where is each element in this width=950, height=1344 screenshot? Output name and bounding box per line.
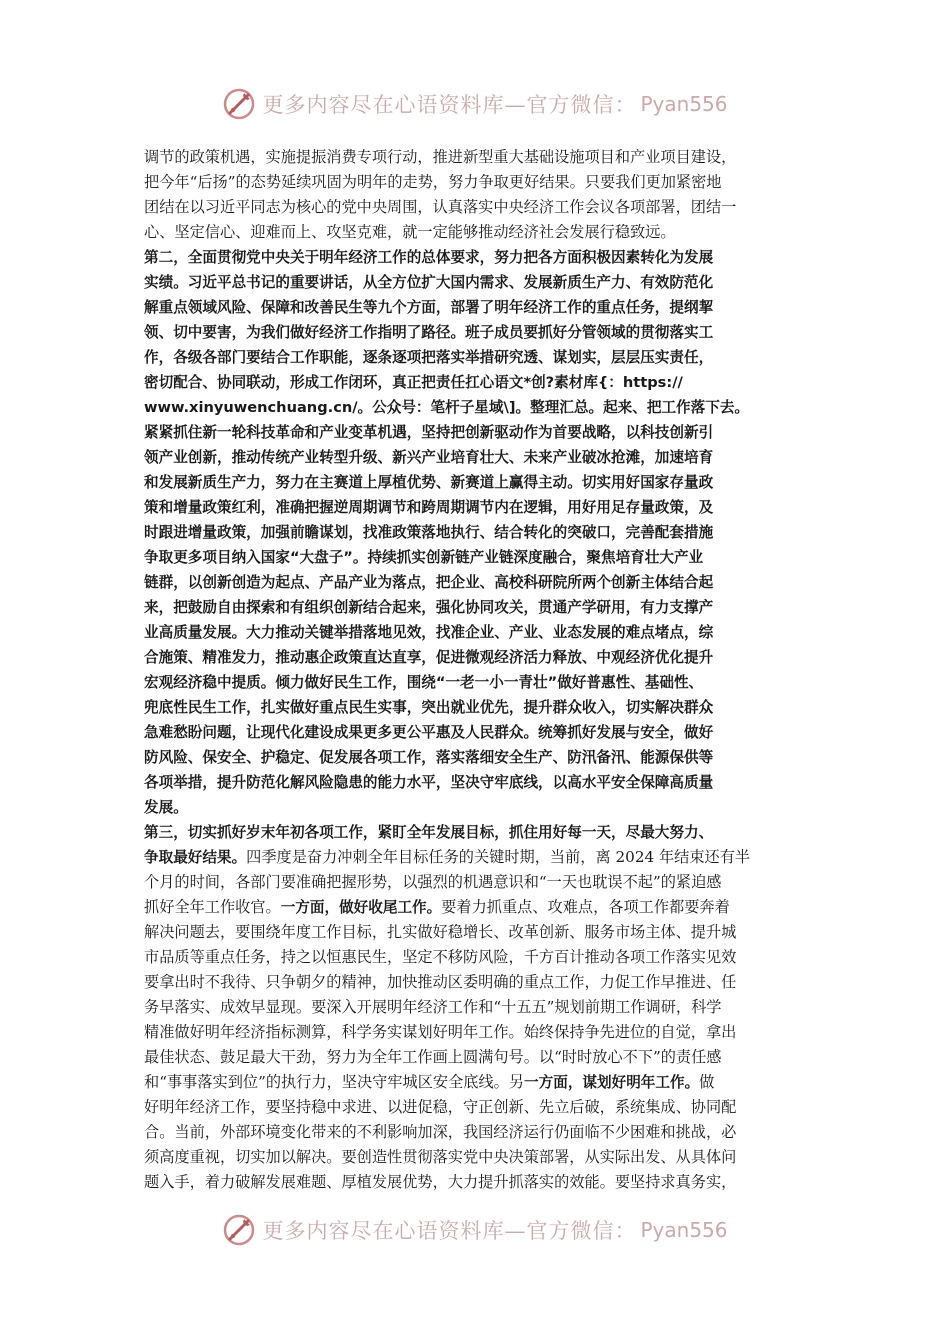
text-line: www.xinyuwenchuang.cn/。公众号：笔杆子星域\]。整理汇总。起来、把工作落下去。 — [144, 399, 750, 416]
text-line: 须高度重视，切实加以解决。要创造性贯彻落实党中央决策部署，从实际出发、从具体问 — [144, 1148, 737, 1166]
text-line: 题入手，着力破解发展难题、厚植发展优势，大力提升抓落实的效能。要坚持求真务实， — [144, 1173, 737, 1191]
document-body — [144, 145, 812, 1195]
watermark-text: 更多内容尽在心语资料库—官方微信： — [262, 93, 637, 117]
text-run: 四季度是奋力冲刺全年目标任务的关键时期，当前，离 2024 年结束还有半 — [246, 848, 751, 866]
text-run: 要着力抓重点、攻难点，各项工作都要奔着 — [441, 898, 730, 916]
text-line: 合施策、精准发力，推动惠企政策直达直享，促进微观经济活力释放、中观经济优化提升 — [144, 649, 714, 666]
watermark-text: 更多内容尽在心语资料库—官方微信： — [262, 1219, 637, 1243]
text-line: 领产业创新，推动传统产业转型升级、新兴产业培育壮大、未来产业破冰抢滩，加速培育 — [144, 449, 714, 466]
text-line: 各项举措，提升防范化解风险隐患的能力水平，坚决守牢底线，以高水平安全保障高质量 — [144, 774, 714, 791]
text-line: 解决问题去，要围绕年度工作目标，扎实做好稳增长、改革创新、服务市场主体、提升城 — [144, 923, 737, 941]
text-line: 急难愁盼问题，让现代化建设成果更多更公平惠及人民群众。统筹抓好发展与安全，做好 — [144, 724, 714, 741]
text-line: 宏观经济稳中提质。倾力做好民生工作，围绕“一老一小一青壮”做好普惠性、基础性、 — [144, 674, 704, 691]
text-line: 策和增量政策红利，准确把握逆周期调节和跨周期调节内在逻辑，用好用足存量政策，及 — [144, 499, 714, 516]
text-line: 业高质量发展。大力推动关键举措落地见效，找准企业、产业、业态发展的难点堵点，综 — [144, 624, 714, 641]
text-line: 实绩。习近平总书记的重要讲话，从全方位扩大国内需求、发展新质生产力、有效防范化 — [144, 274, 714, 291]
text-line: 链群，以创新创造为起点、产品产业为落点，把企业、高校科研院所两个创新主体结合起 — [144, 574, 714, 591]
text-run: 和“事事落实到位”的执行力，坚决守牢城区安全底线。另 — [144, 1073, 525, 1091]
text-line: 个月的时间，各部门要准确把握形势，以强烈的机遇意识和“一天也耽误不起”的紧迫感 — [144, 873, 722, 891]
text-line: 第二，全面贯彻党中央关于明年经济工作的总体要求，努力把各方面积极因素转化为发展 — [144, 249, 714, 266]
text-line: 要拿出时不我待、只争朝夕的精神，加快推动区委明确的重点工作，力促工作早推进、任 — [144, 973, 737, 991]
text-line — [144, 1070, 812, 1095]
text-line: 和发展新质生产力，努力在主赛道上厚植优势、新赛道上赢得主动。切实用好国家存量政 — [144, 474, 714, 491]
text-line: 密切配合、协同联动，形成工作闭环，真正把责任扛心语文*创?素材库{：https:// — [144, 374, 683, 391]
text-line: 务早落实、成效早显现。要深入开展明年经济工作和“十五五”规划前期工作调研，科学 — [144, 998, 722, 1016]
text-line: 防风险、保安全、护稳定、促发展各项工作，落实落细安全生产、防汛备汛、能源保供等 — [144, 749, 714, 766]
text-line: 发展。 — [144, 799, 188, 816]
watermark-wechat-id: Pyan556 — [640, 1218, 728, 1242]
bold-phrase: 争取最好结果。 — [144, 849, 247, 866]
text-line: 精准做好明年经济指标测算，科学务实谋划好明年工作。始终保持争先进位的自觉，拿出 — [144, 1023, 737, 1041]
text-line: 把今年“后扬”的态势延续巩固为明年的走势，努力争取更好结果。只要我们更加紧密地 — [144, 173, 722, 191]
text-line: 紧紧抓住新一轮科技革命和产业变革机遇，坚持把创新驱动作为首要战略，以科技创新引 — [144, 424, 714, 441]
footer-watermark — [0, 1208, 950, 1252]
brand-logo-icon — [222, 87, 256, 121]
text-line: 作，各级各部门要结合工作职能，逐条逐项把落实举措研究透、谋划实，层层压实责任， — [144, 349, 714, 366]
bold-phrase: 一方面，做好收尾工作。 — [280, 899, 442, 916]
text-run: 做 — [699, 1073, 715, 1091]
text-line: 第三，切实抓好岁末年初各项工作，紧盯全年发展目标，抓住用好每一天，尽最大努力、 — [144, 824, 714, 841]
text-line: 团结在以习近平同志为核心的党中央周围，认真落实中央经济工作会议各项部署，团结一 — [144, 198, 737, 216]
text-line: 最佳状态、鼓足最大干劲，努力为全年工作画上圆满句号。以“时时放心不下”的责任感 — [144, 1048, 722, 1066]
bold-phrase: 一方面，谋划好明年工作。 — [524, 1074, 700, 1091]
text-line: 好明年经济工作，要坚持稳中求进、以进促稳，守正创新、先立后破，系统集成、协同配 — [144, 1098, 737, 1116]
text-line: 争取更多项目纳入国家“大盘子”。持续抓实创新链产业链深度融合，聚焦培育壮大产业 — [144, 549, 704, 566]
text-line: 市品质等重点任务，持之以恒惠民生，坚定不移防风险，千方百计推动各项工作落实见效 — [144, 948, 737, 966]
text-line: 心、坚定信心、迎难而上、攻坚克难，就一定能够推动经济社会发展行稳致远。 — [144, 223, 676, 241]
brand-logo-icon — [222, 1213, 256, 1247]
text-line: 时跟进增量政策，加强前瞻谋划，找准政策落地执行、结合转化的突破口，完善配套措施 — [144, 524, 714, 541]
header-watermark — [0, 82, 950, 126]
watermark-wechat-id: Pyan556 — [640, 92, 728, 116]
text-line: 领、切中要害，为我们做好经济工作指明了路径。班子成员要抓好分管领域的贯彻落实工 — [144, 324, 714, 341]
text-run: 抓好全年工作收官。 — [144, 898, 281, 916]
text-line — [144, 845, 812, 870]
text-line: 合。当前，外部环境变化带来的不利影响加深，我国经济运行仍面临不少困难和挑战，必 — [144, 1123, 737, 1141]
text-line — [144, 895, 812, 920]
text-line: 兜底性民生工作，扎实做好重点民生实事，突出就业优先，提升群众收入，切实解决群众 — [144, 699, 714, 716]
text-line: 解重点领域风险、保障和改善民生等九个方面，部署了明年经济工作的重点任务，提纲挈 — [144, 299, 714, 316]
text-line: 来，把鼓励自由探索和有组织创新结合起来，强化协同攻关，贯通产学研用，有力支撑产 — [144, 599, 714, 616]
text-line: 调节的政策机遇，实施提振消费专项行动，推进新型重大基础设施项目和产业项目建设， — [144, 148, 737, 166]
